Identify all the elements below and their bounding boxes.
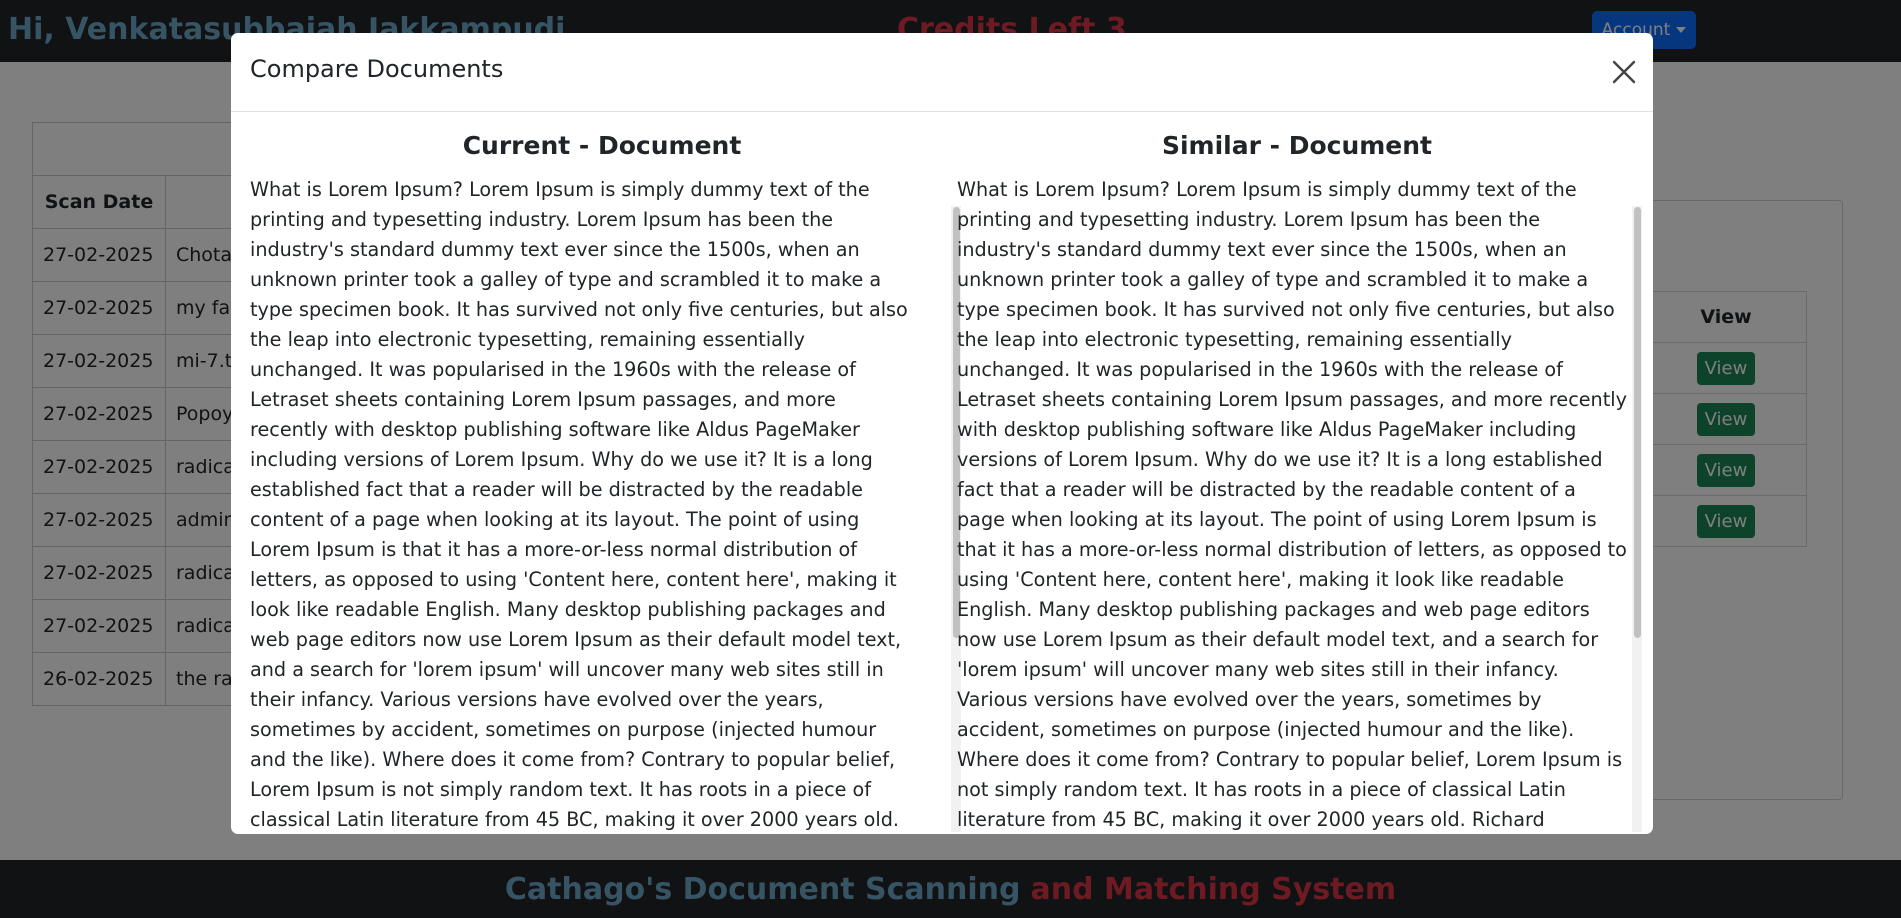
current-document-title: Current - Document: [462, 131, 742, 160]
similar-document-text: What is Lorem Ipsum? Lorem Ipsum is simply dummy text of the printing and typesetting industry. Lorem Ipsum has been the industry's standard dummy text ever since the 1500s, when an unknown printer took a galley of type and scrambled it to make a type specimen book. It has survived not only five centuries, but also the leap into electronic typesetting, remaining essentially unchanged. It was popularised in the 1960s with the release of Letraset sheets containing Lorem Ipsum passages, and more recently with desktop publishing software like Aldus PageMaker including versions of Lorem Ipsum. Why do we use it? It is a long established fact that a reader will be distracted by the readable content of a page when looking at its layout. The point of using Lorem Ipsum is that it has a more-or-less normal distribution of letters, as opposed to using 'Content here, content here', making it look like readable English. Many desktop publishing packages and web page editors now use Lorem Ipsum as their default model text, and a search for 'lorem ipsum' will uncover many web sites still in their infancy. Various versions have evolved over the years, sometimes by accident, sometimes on purpose (injected humour and the like). Where does it come from? Contrary to popular belief, Lorem Ipsum is not simply random text. It has roots in a piece of classical Latin literature from 45 BC, making it over 2000 years old. Richard: [957, 178, 1627, 831]
current-document-body[interactable]: [250, 175, 916, 832]
close-button[interactable]: [1610, 58, 1638, 86]
current-document-text: What is Lorem Ipsum? Lorem Ipsum is simply dummy text of the printing and typesetting industry. Lorem Ipsum has been the industry's standard dummy text ever since the 1500s, when an unknown printer took a galley of type and scrambled it to make a type specimen book. It has survived not only five centuries, but also the leap into electronic typesetting, remaining essentially unchanged. It was popularised in the 1960s with the release of Letraset sheets containing Lorem Ipsum passages, and more recently with desktop publishing software like Aldus PageMaker including versions of Lorem Ipsum. Why do we use it? It is a long established fact that a reader will be distracted by the readable content of a page when looking at its layout. The point of using Lorem Ipsum is that it has a more-or-less normal distribution of letters, as opposed to using 'Content here, content here', making it look like readable English. Many desktop publishing packages and web page editors now use Lorem Ipsum as their default model text, and a search for 'lorem ipsum' will uncover many web sites still in their infancy. Various versions have evolved over the years, sometimes by accident, sometimes on purpose (injected humour and the like). Where does it come from? Contrary to popular belief, Lorem Ipsum is not simply random text. It has roots in a piece of classical Latin literature from 45 BC, making it over 2000 years old.: [250, 178, 908, 831]
similar-document-title: Similar - Document: [1161, 131, 1433, 160]
modal-title: Compare Documents: [250, 55, 504, 83]
modal-header: [231, 33, 1653, 112]
similar-document-body[interactable]: [957, 175, 1629, 832]
compare-documents-modal: [231, 33, 1653, 834]
similar-document-scrollbar[interactable]: [1634, 207, 1641, 638]
close-icon: [1610, 58, 1638, 86]
